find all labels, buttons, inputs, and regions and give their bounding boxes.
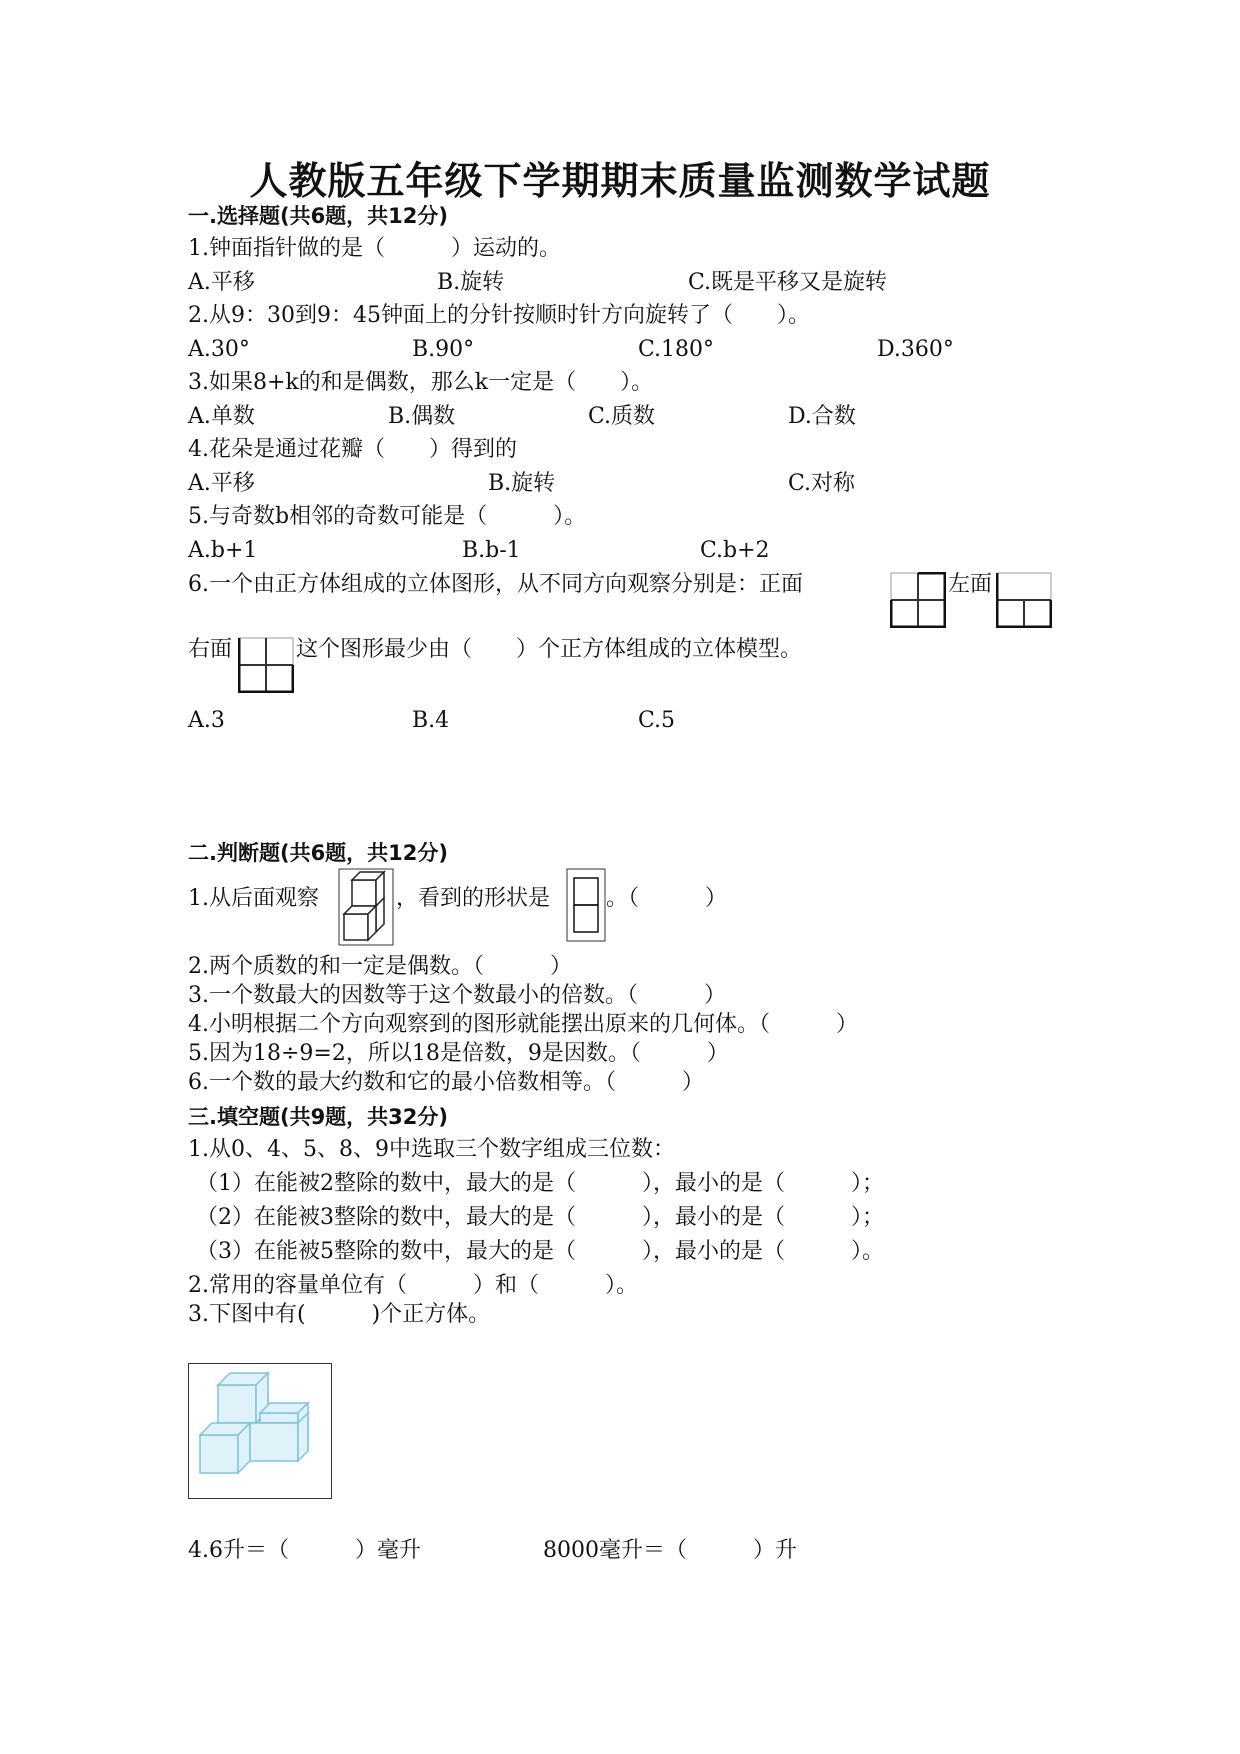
tf-q6: 6.一个数的最大约数和它的最小倍数相等。（ ） [188, 1070, 704, 1095]
fill-q1-sub1: （1）在能被2整除的数中，最大的是（ ），最小的是（ ）； [196, 1171, 884, 1196]
mc-q3-option-a: A.单数 [188, 404, 255, 429]
mc-q4-option-c: C.对称 [788, 471, 856, 496]
mc-q6-option-a: A.3 [188, 708, 225, 733]
tf-q4: 4.小明根据二个方向观察到的图形就能摆出原来的几何体。（ ） [188, 1012, 858, 1037]
fill-q2: 2.常用的容量单位有（ ）和（ ）。 [188, 1273, 638, 1298]
mc-q2-option-c: C.180° [638, 337, 715, 362]
page-title: 人教版五年级下学期期末质量监测数学试题 [249, 159, 991, 203]
mc-q2-option-a: A.30° [188, 337, 250, 362]
mc-q6-option-c: C.5 [638, 708, 676, 733]
tf-q1-suffix: 。（ ） [606, 886, 728, 911]
tf-q3: 3.一个数最大的因数等于这个数最小的倍数。（ ） [188, 983, 726, 1008]
mc-q4: 4.花朵是通过花瓣（ ）得到的 [188, 437, 517, 462]
section-heading-judgement: 二.判断题(共6题，共12分) [188, 841, 449, 865]
mc-q1-option-b: B.旋转 [437, 270, 505, 295]
mc-q3-option-d: D.合数 [788, 404, 856, 429]
mc-q1: 1.钟面指针做的是（ ）运动的。 [188, 236, 561, 261]
fill-q4-part2: 8000毫升＝（ ）升 [543, 1538, 797, 1563]
tf-q5: 5.因为18÷9=2，所以18是倍数，9是因数。（ ） [188, 1041, 729, 1066]
mc-q5: 5.与奇数b相邻的奇数可能是（ ）。 [188, 504, 587, 529]
mc-q5-option-b: B.b-1 [462, 538, 521, 563]
left-view-figure [996, 572, 1052, 628]
mc-q2-option-d: D.360° [877, 337, 954, 362]
mc-q5-option-a: A.b+1 [188, 538, 258, 563]
mc-q2: 2.从9：30到9：45钟面上的分针按顺时针方向旋转了（ ）。 [188, 303, 810, 328]
mc-q6-right-label: 右面 [188, 637, 233, 662]
mc-q4-option-a: A.平移 [188, 471, 255, 496]
tf-q1-middle: ，看到的形状是 [396, 886, 551, 911]
section-heading-choice: 一.选择题(共6题，共12分) [188, 204, 449, 228]
fill-q4-part1: 4.6升＝（ ）毫升 [188, 1538, 421, 1563]
tf-q1-prefix: 1.从后面观察 [188, 886, 319, 911]
mc-q2-option-b: B.90° [412, 337, 475, 362]
section-heading-fill-blank: 三.填空题(共9题，共32分) [188, 1105, 449, 1129]
mc-q3-option-b: B.偶数 [388, 404, 456, 429]
right-view-figure [238, 637, 294, 693]
mc-q6-left-label: 左面 [948, 572, 993, 597]
stacked-cubes-figure [338, 868, 394, 946]
fill-q3: 3.下图中有( )个正方体。 [188, 1302, 491, 1327]
mc-q1-option-a: A.平移 [188, 270, 255, 295]
mc-q3: 3.如果8+k的和是偶数，那么k一定是（ ）。 [188, 370, 654, 395]
mc-q1-option-c: C.既是平移又是旋转 [688, 270, 888, 295]
fill-q1-sub2: （2）在能被3整除的数中，最大的是（ ），最小的是（ ）； [196, 1205, 884, 1230]
mc-q6: 6.一个由正方体组成的立体图形，从不同方向观察分别是：正面 [188, 572, 803, 597]
mc-q3-option-c: C.质数 [588, 404, 656, 429]
cube-count-figure [188, 1363, 332, 1499]
mc-q4-option-b: B.旋转 [488, 471, 556, 496]
front-view-figure [890, 572, 946, 628]
mc-q5-option-c: C.b+2 [700, 538, 770, 563]
mc-q6-option-b: B.4 [412, 708, 450, 733]
mc-q6-tail: 这个图形最少由（ ）个正方体组成的立体模型。 [296, 637, 803, 662]
fill-q1-sub3: （3）在能被5整除的数中，最大的是（ ），最小的是（ ）。 [196, 1239, 884, 1264]
fill-q1: 1.从0、4、5、8、9中选取三个数字组成三位数： [188, 1137, 675, 1162]
tf-q2: 2.两个质数的和一定是偶数。（ ） [188, 954, 572, 979]
back-view-shape-figure [566, 868, 606, 942]
